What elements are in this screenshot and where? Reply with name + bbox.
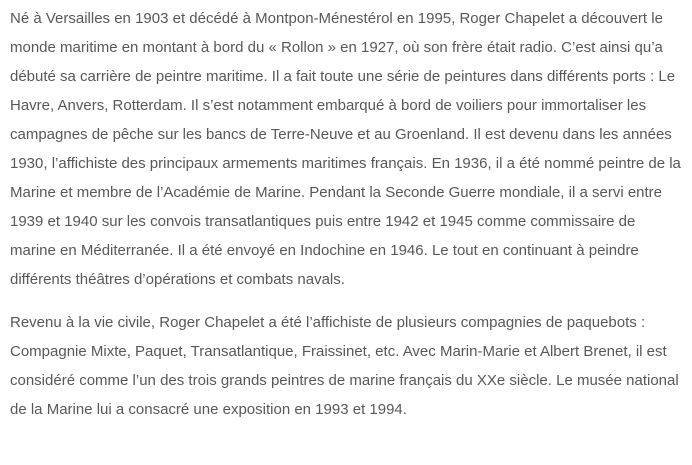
biography-paragraph-1: Né à Versailles en 1903 et décédé à Montpon-Ménestérol en 1995, Roger Chapelet a découvert le monde maritime en montant à bord du « Rollon » en 1927, où son frère était radio. C’est ainsi qu’a débuté sa carrière de peintre maritime. Il a fait toute une série de peintures dans différents ports : Le Havre, Anvers, Rotterdam. Il s’est notamment embarqué à bord de voiliers pour immortaliser les campagnes de pêche sur les bancs de Terre-Neuve et au Groenland. Il est devenu dans les années 1930, l’affichiste des principaux armements maritimes français. En 1936, il a été nommé peintre de la Marine et membre de l’Académie de Marine. Pendant la Seconde Guerre mondiale, il a servi entre 1939 et 1940 sur les convois transatlantiques puis entre 1942 et 1945 comme commissaire de marine en Méditerranée. Il a été envoyé en Indochine en 1946. Le tout en continuant à peindre différents théâtres d’opérations et combats navals. xyxy=(10,10,681,288)
biography-paragraph-2: Revenu à la vie civile, Roger Chapelet a été l’affichiste de plusieurs compagnies de paquebots : Compagnie Mixte, Paquet, Transatlantique, Fraissinet, etc. Avec Marin-Marie et Albert Brenet, il est considéré comme l’un des trois grands peintres de marine français du XXe siècle. Le musée national de la Marine lui a consacré une exposition en 1993 et 1994. xyxy=(10,314,679,418)
